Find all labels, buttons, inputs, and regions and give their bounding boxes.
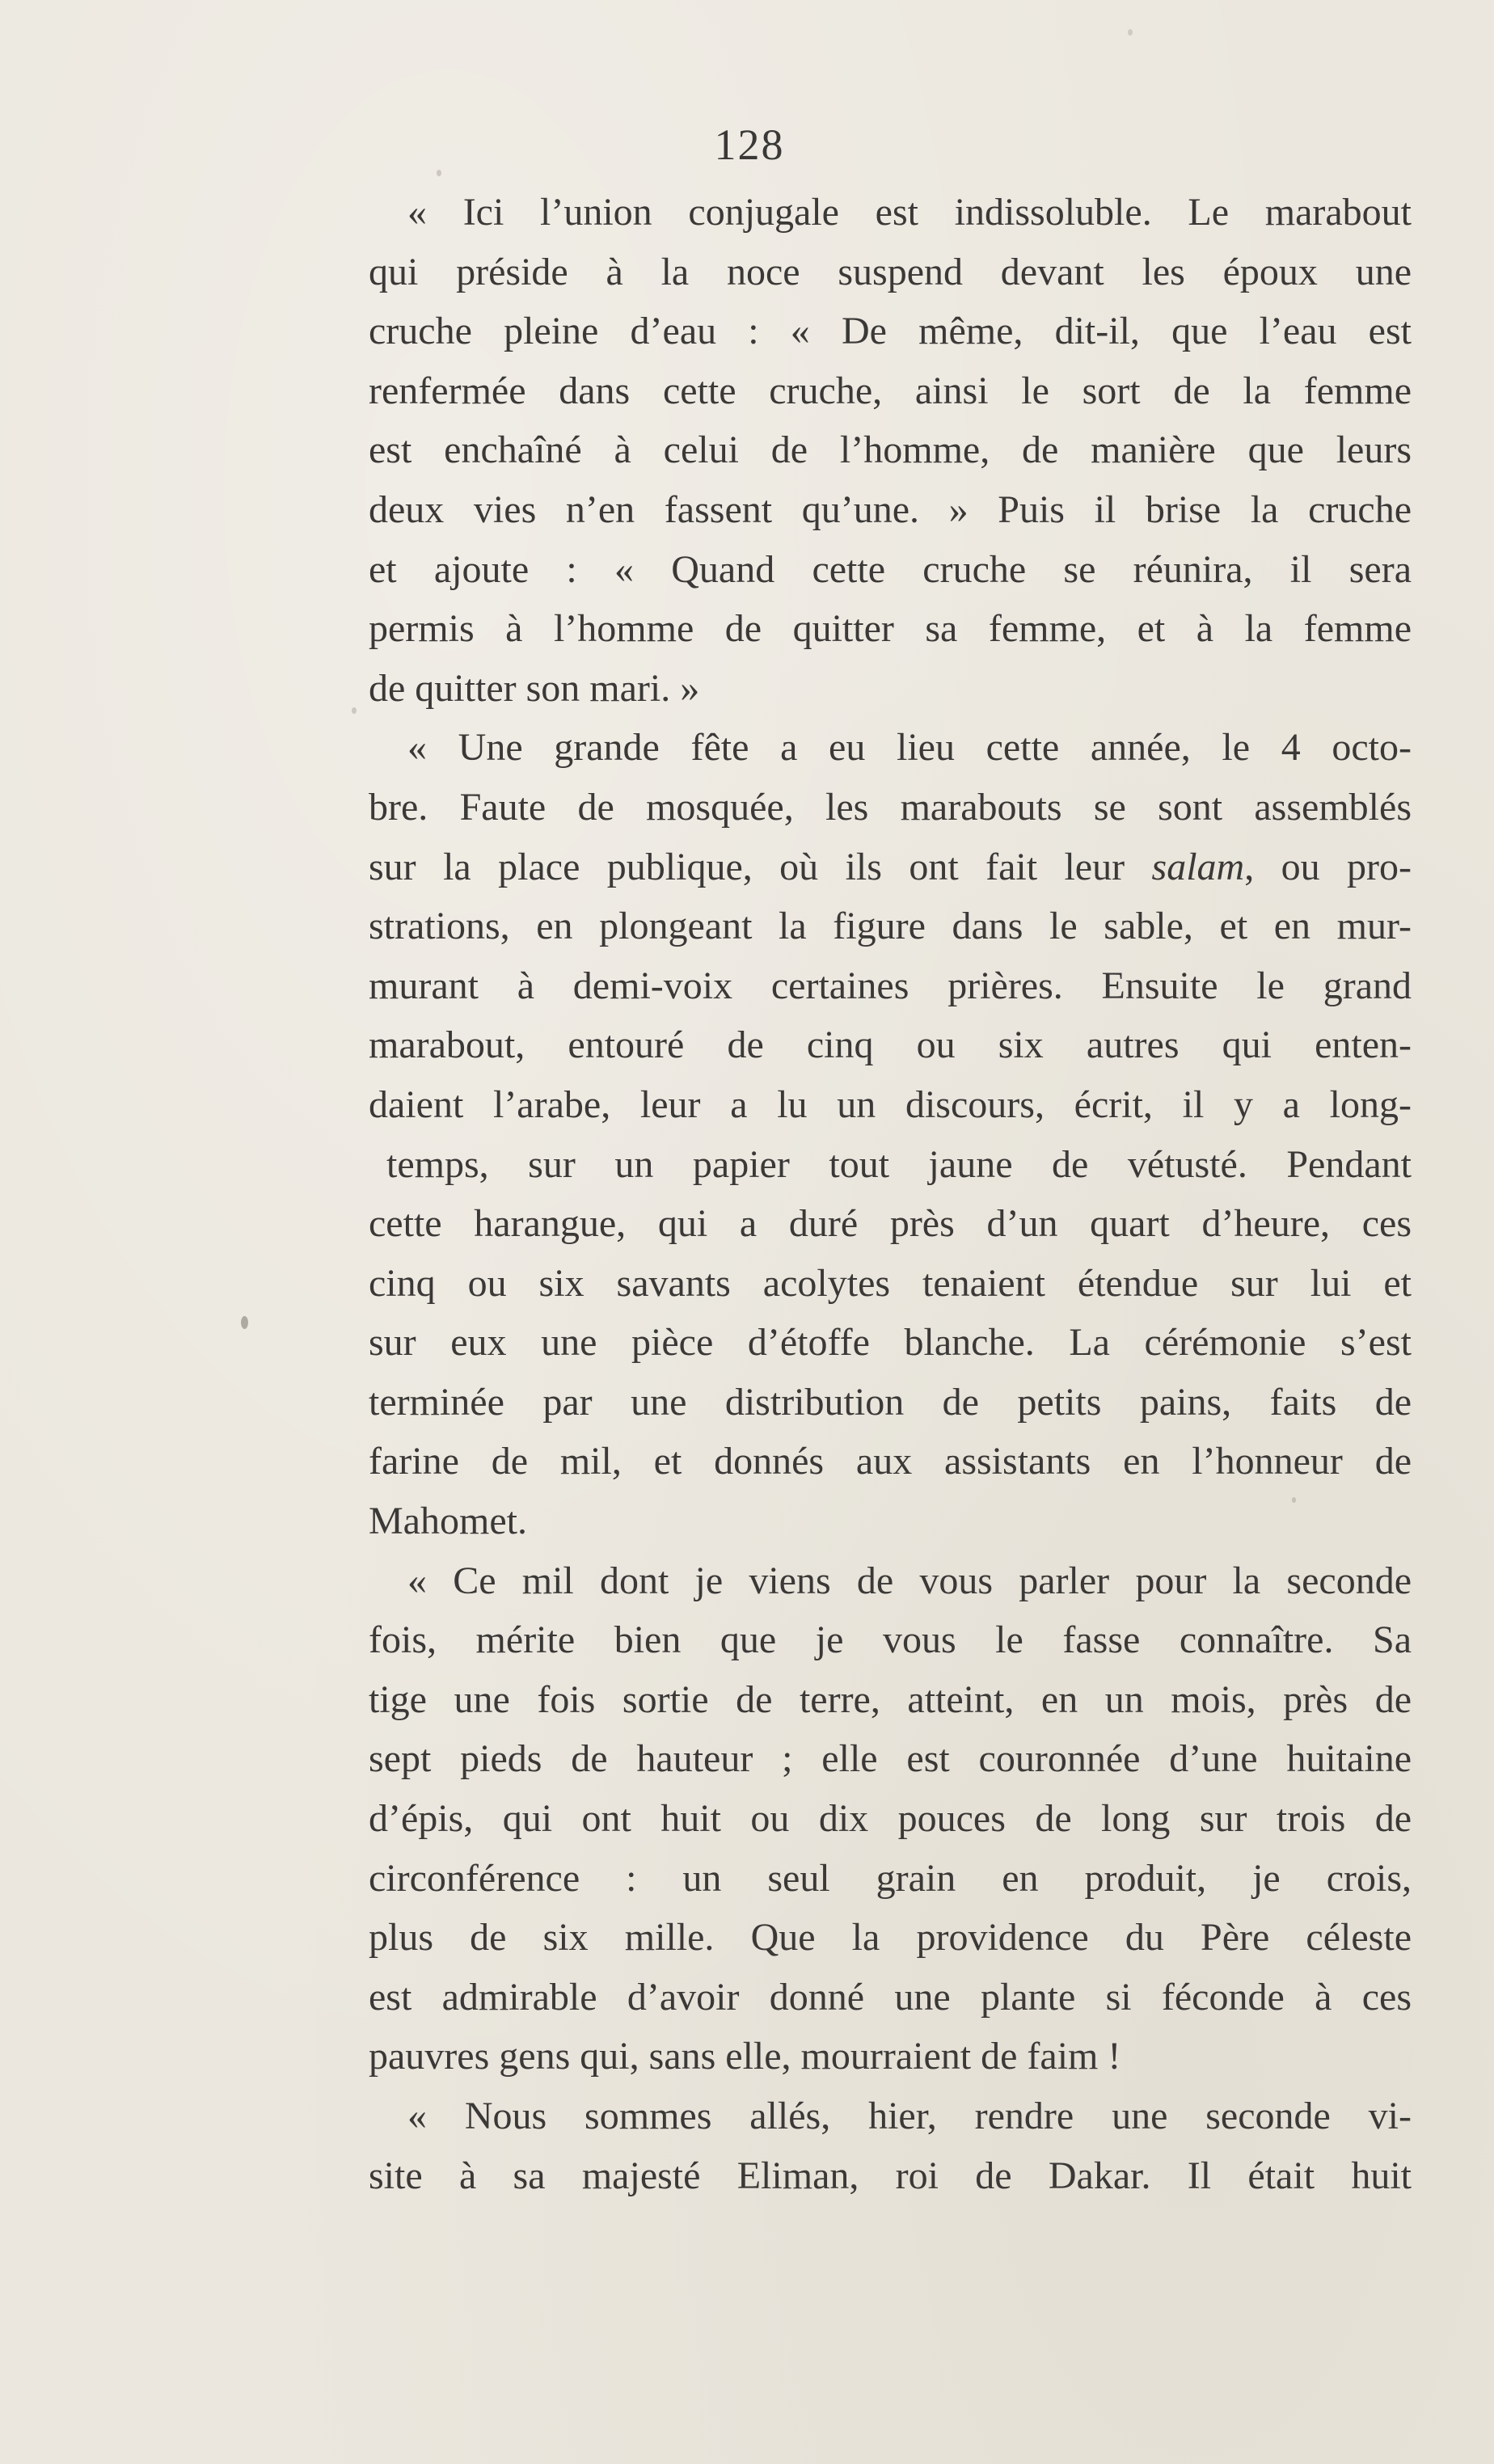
body-text — [369, 183, 1412, 2205]
text-line: farine de mil, et donnés aux assistants en l’honneur de — [369, 1440, 1412, 1483]
italic-word: salam — [1151, 845, 1245, 888]
text-line: est admirable d’avoir donné une plante si féconde à ces — [369, 1975, 1412, 2019]
text-line: cette harangue, qui a duré près d’un quart d’heure, ces — [369, 1202, 1412, 1246]
text-line: pauvres gens qui, sans elle, mourraient de faim ! — [369, 2035, 1121, 2078]
text-line: cinq ou six savants acolytes tenaient étendue sur lui et — [369, 1261, 1412, 1305]
text-line: de quitter son mari. » — [369, 666, 700, 710]
text-line: bre. Faute de mosquée, les marabouts se sont assemblés — [369, 785, 1412, 829]
text-line: « Ici l’union conjugale est indissoluble. Le marabout — [407, 191, 1412, 234]
text-line: d’épis, qui ont huit ou dix pouces de long sur trois de — [369, 1797, 1412, 1841]
text-line: strations, en plongeant la figure dans le sable, et en mur- — [369, 905, 1412, 948]
paper-speck — [437, 170, 441, 176]
text-line: circonférence : un seul grain en produit, je crois, — [369, 1856, 1412, 1900]
paper-speck — [241, 1316, 248, 1329]
text-line: cruche pleine d’eau : « De même, dit-il, que l’eau est — [369, 310, 1412, 353]
text-line: tige une fois sortie de terre, atteint, en un mois, près de — [369, 1677, 1412, 1721]
text-line: sept pieds de hauteur ; elle est couronnée d’une huitaine — [369, 1737, 1412, 1781]
text-line: terminée par une distribution de petits pains, faits de — [369, 1380, 1412, 1424]
page-number: 128 — [714, 120, 785, 169]
text-line: murant à demi-voix certaines prières. Ensuite le grand — [369, 964, 1412, 1007]
text-line: permis à l’homme de quitter sa femme, et à la femme — [369, 607, 1412, 651]
text-line: deux vies n’en fassent qu’une. » Puis il brise la cruche — [369, 487, 1412, 531]
text-line: sur eux une pièce d’étoffe blanche. La cérémonie s’est — [369, 1321, 1412, 1365]
text-line: fois, mérite bien que je vous le fasse connaître. Sa — [369, 1618, 1412, 1662]
text-line: daient l’arabe, leur a lu un discours, écrit, il y a long- — [369, 1082, 1412, 1126]
text-line: « Une grande fête a eu lieu cette année, le 4 octo- — [407, 726, 1412, 770]
text-line: marabout, entouré de cinq ou six autres qui enten- — [369, 1023, 1412, 1067]
text-line: site à sa majesté Eliman, roi de Dakar. Il était huit — [369, 2154, 1412, 2197]
paper-speck — [1128, 29, 1133, 36]
text-line: sur la place publique, où ils ont fait leur salam, ou pro- — [369, 845, 1412, 888]
text-line: Mahomet. — [369, 1500, 527, 1543]
paper-speck — [1292, 1497, 1296, 1503]
text-line: temps, sur un papier tout jaune de vétusté. Pendant — [386, 1142, 1412, 1186]
text-line: renfermée dans cette cruche, ainsi le sort de la femme — [369, 369, 1412, 412]
text-line: et ajoute : « Quand cette cruche se réunira, il sera — [369, 547, 1412, 591]
text-line: « Nous sommes allés, hier, rendre une seconde vi- — [407, 2095, 1412, 2137]
text-line: est enchaîné à celui de l’homme, de manière que leurs — [369, 428, 1412, 472]
text-line: « Ce mil dont je viens de vous parler pour la seconde — [407, 1559, 1412, 1602]
text-line: plus de six mille. Que la providence du Père céleste — [369, 1916, 1412, 1960]
paper-speck — [352, 707, 357, 714]
text-line: qui préside à la noce suspend devant les époux une — [369, 250, 1412, 293]
